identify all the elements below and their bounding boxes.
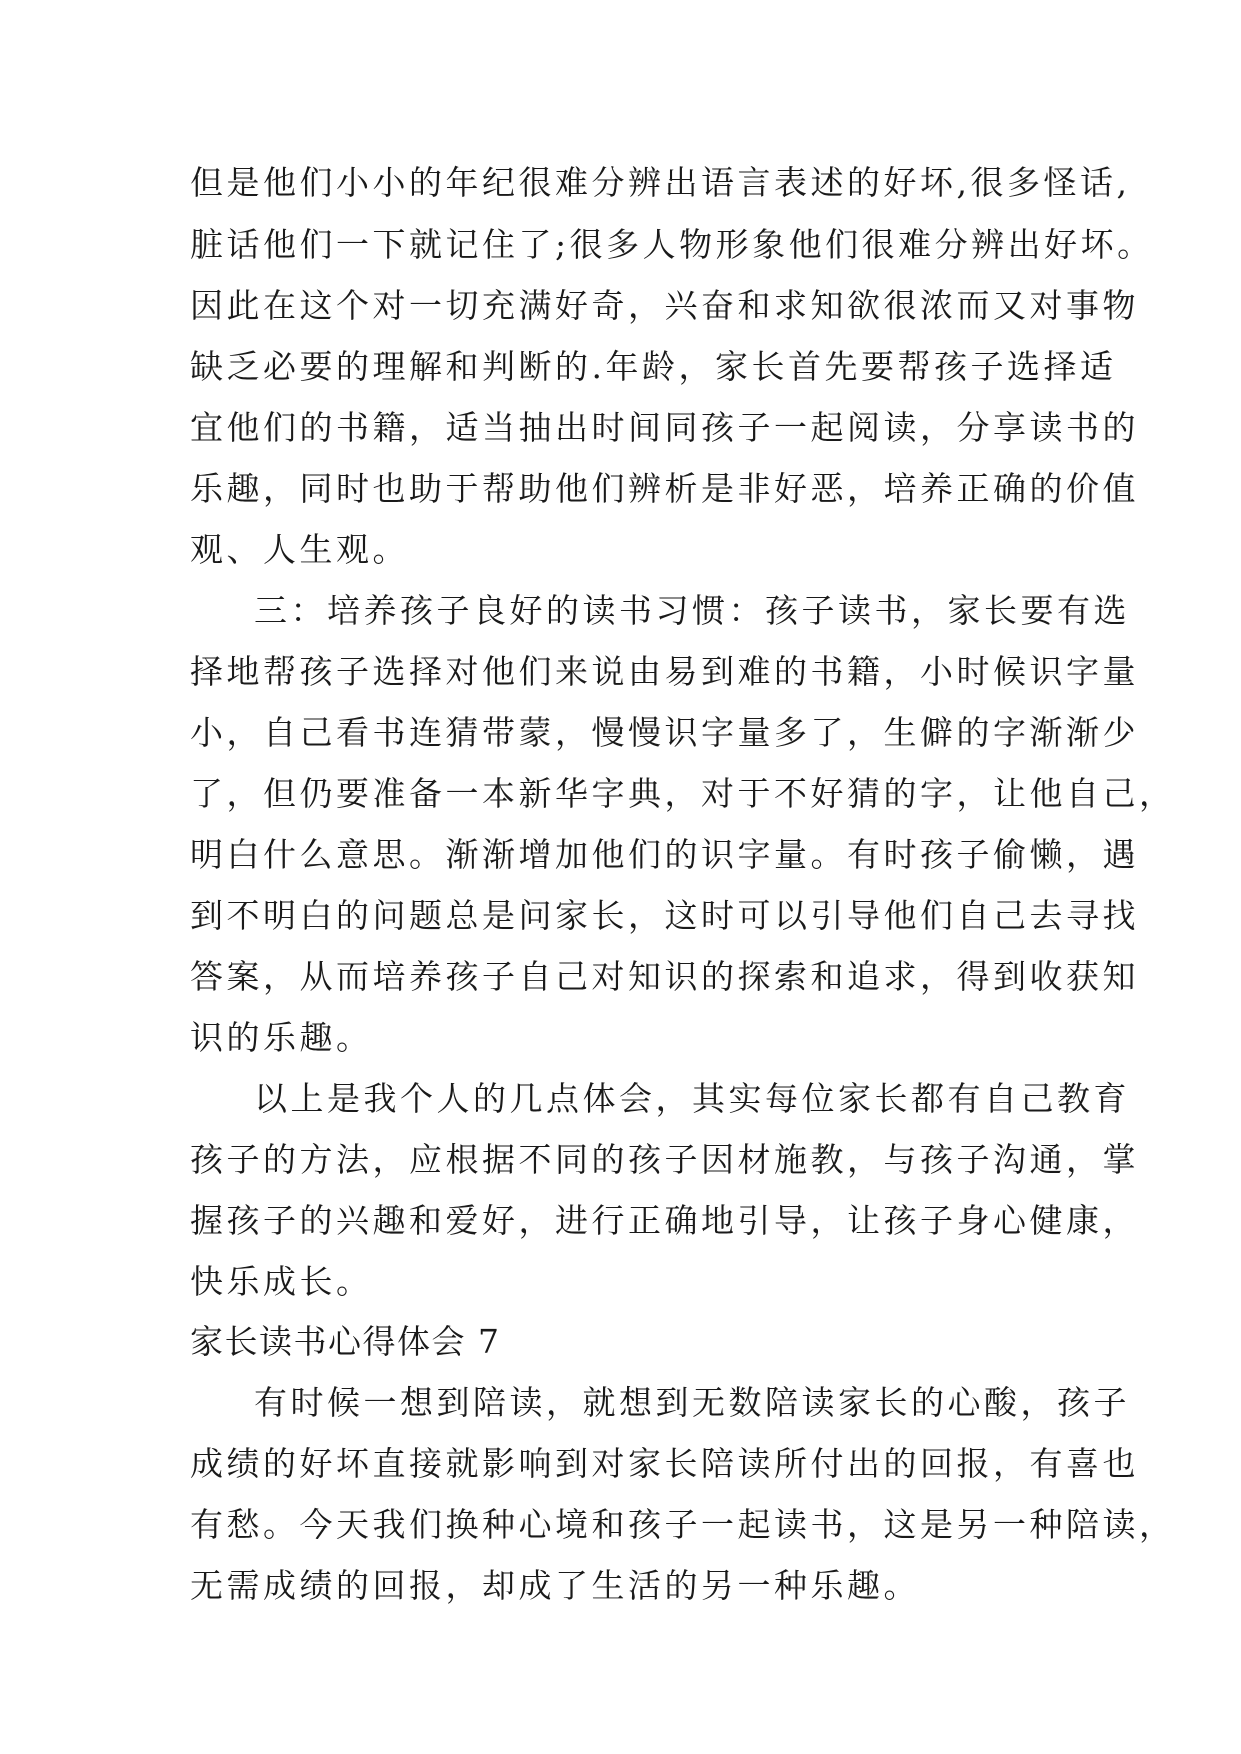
body-text-line: 脏话他们一下就记住了;很多人物形象他们很难分辨出好坏。	[190, 225, 1154, 264]
body-text-line: 宜他们的书籍，适当抽出时间同孩子一起阅读，分享读书的	[190, 408, 1139, 447]
body-text-line: 握孩子的兴趣和爱好，进行正确地引导，让孩子身心健康，	[190, 1201, 1139, 1240]
body-text-line: 孩子的方法，应根据不同的孩子因材施教，与孩子沟通，掌	[190, 1140, 1139, 1179]
paragraph-start-line: 三：培养孩子良好的读书习惯：孩子读书，家长要有选	[254, 591, 1130, 630]
body-text-line: 了，但仍要准备一本新华字典，对于不好猜的字，让他自己，	[190, 774, 1176, 813]
body-text-line: 有愁。今天我们换种心境和孩子一起读书，这是另一种陪读，	[190, 1505, 1176, 1544]
body-text-line: 但是他们小小的年纪很难分辨出语言表述的好坏,很多怪话,	[190, 163, 1131, 202]
body-text-line: 乐趣，同时也助于帮助他们辨析是非好恶，培养正确的价值	[190, 469, 1139, 508]
body-text-line: 观、人生观。	[190, 530, 409, 569]
body-text-line: 无需成绩的回报，却成了生活的另一种乐趣。	[190, 1566, 920, 1605]
body-text-line: 识的乐趣。	[190, 1018, 373, 1057]
section-heading: 家长读书心得体会 7	[190, 1322, 501, 1361]
body-text-line: 成绩的好坏直接就影响到对家长陪读所付出的回报，有喜也	[190, 1444, 1139, 1483]
body-text-line: 答案，从而培养孩子自己对知识的探索和追求，得到收获知	[190, 957, 1139, 996]
body-text-line: 因此在这个对一切充满好奇，兴奋和求知欲很浓而又对事物	[190, 286, 1139, 325]
paragraph-start-line: 有时候一想到陪读，就想到无数陪读家长的心酸，孩子	[254, 1383, 1130, 1422]
body-text-line: 到不明白的问题总是问家长，这时可以引导他们自己去寻找	[190, 896, 1139, 935]
body-text-line: 小，自己看书连猜带蒙，慢慢识字量多了，生僻的字渐渐少	[190, 713, 1139, 752]
body-text-line: 快乐成长。	[190, 1262, 373, 1301]
body-text-line: 明白什么意思。渐渐增加他们的识字量。有时孩子偷懒，遇	[190, 835, 1139, 874]
body-text-line: 择地帮孩子选择对他们来说由易到难的书籍，小时候识字量	[190, 652, 1139, 691]
paragraph-start-line: 以上是我个人的几点体会，其实每位家长都有自己教育	[254, 1079, 1130, 1118]
body-text-line: 缺乏必要的理解和判断的.年龄，家长首先要帮孩子选择适	[190, 347, 1117, 386]
